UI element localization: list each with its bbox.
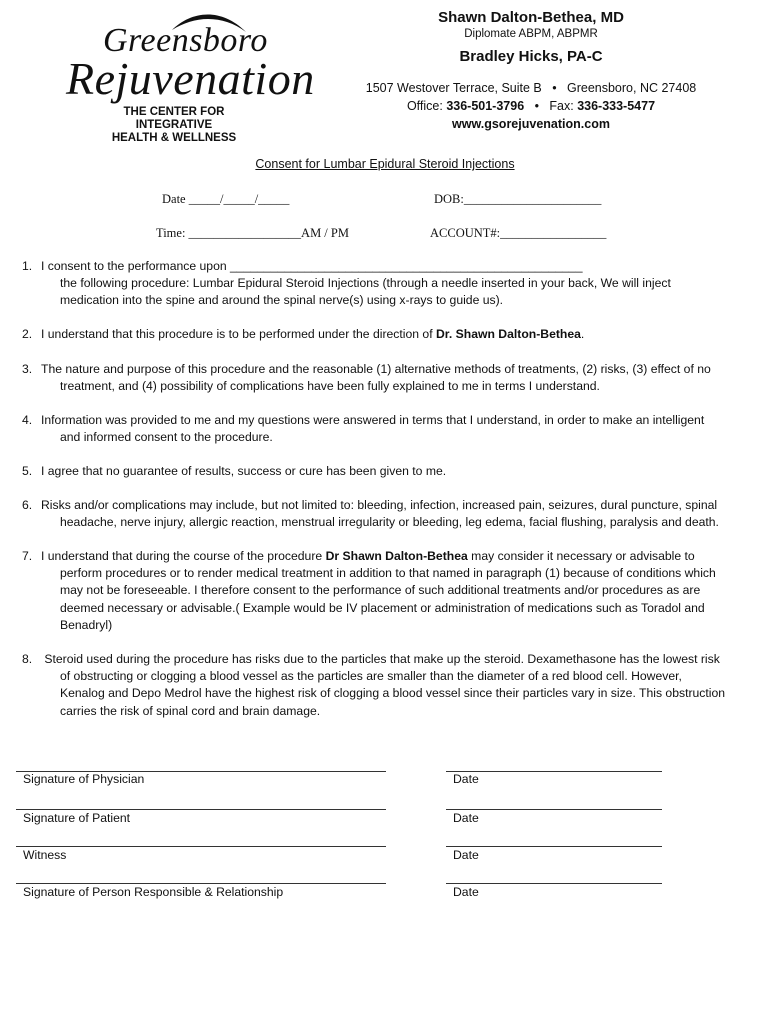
item-line: [22, 548, 752, 565]
patient-date-label: Date: [453, 811, 479, 825]
fax-label: Fax:: [549, 99, 578, 113]
item-line: I agree that no guarantee of results, success or cure has been given to me.: [41, 464, 447, 478]
item-line: Kenalog and Depo Medrol have the highest risk of clogging a blood vessel since their particles vary in size. This obstruction: [60, 686, 726, 701]
witness-date-line[interactable]: [446, 846, 662, 847]
consent-item-7: [22, 548, 752, 634]
item-number: 5.: [22, 464, 33, 478]
witness-date-label: Date: [453, 848, 479, 862]
item-line: of obstructing or clogging a blood vessel as the particles are smaller than the diameter of a red blood cell. However,: [60, 669, 682, 684]
office-label: Office:: [406, 99, 447, 113]
item-number: 1.: [22, 259, 33, 273]
item-line: treatment, and (4) possibility of complications have been fully explained to me in terms I understand.: [60, 379, 600, 394]
pa-name: Bradley Hicks, PA-C: [459, 48, 603, 65]
consent-item-1: [22, 258, 752, 310]
item-number: 2.: [22, 327, 33, 341]
clinic-address: 1507 Westover Terrace, Suite B • Greensboro, NC 27408: [365, 81, 697, 95]
item-line: the following procedure: Lumbar Epidural Steroid Injections (through a needle inserted in your back, We will inject: [60, 276, 671, 291]
office-phone: 336-501-3796: [446, 99, 525, 113]
consent-item-3: [22, 361, 752, 395]
item-text: .: [580, 327, 585, 341]
consent-item-4: [22, 412, 752, 446]
item-number: 6.: [22, 498, 33, 512]
witness-signature-line[interactable]: [16, 846, 386, 847]
item-line: The nature and purpose of this procedure and the reasonable (1) alternative methods of treatments, (2) risks, (3) effect of no: [41, 362, 711, 376]
physician-name-inline: Dr Shawn Dalton-Bethea: [325, 549, 468, 563]
responsible-signature-line[interactable]: [16, 883, 386, 884]
logo-tagline-line1: THE CENTER FOR INTEGRATIVE: [123, 106, 225, 131]
physician-date-label: Date: [453, 772, 479, 786]
patient-date-line[interactable]: [446, 809, 662, 810]
responsible-date-line[interactable]: [446, 883, 662, 884]
item-line: and informed consent to the procedure.: [60, 430, 273, 445]
item-line: Steroid used during the procedure has risks due to the particles that make up the steroid. Dexamethasone has the lowest risk: [41, 652, 720, 666]
item-number: 3.: [22, 362, 33, 376]
consent-item-5: [22, 463, 752, 480]
item-text: may consider it necessary or advisable to: [467, 549, 695, 563]
account-field[interactable]: ACCOUNT#:_________________: [430, 226, 607, 240]
logo-rejuvenation: Rejuvenation: [66, 53, 315, 104]
phone-separator: •: [524, 99, 550, 113]
time-field[interactable]: Time: __________________AM / PM: [156, 226, 349, 240]
item-line: headache, nerve injury, allergic reaction, menstrual irregularity or bleeding, leg edema, facial flushing, paralysis and death.: [60, 515, 719, 530]
item-number: 8.: [22, 652, 33, 666]
item-line: Benadryl): [60, 617, 113, 632]
consent-item-2: [22, 326, 752, 343]
date-field[interactable]: Date _____/_____/_____: [162, 192, 290, 206]
item-line: may not be foreseeable. I therefore consent to the performance of such additional treatments and/or procedures as are: [60, 583, 701, 598]
physician-signature-label: Signature of Physician: [23, 772, 145, 786]
item-line: perform procedures or to render medical treatment in addition to that named in paragraph (1) because of conditions which: [60, 566, 716, 581]
consent-item-6: [22, 497, 752, 531]
physician-name: Shawn Dalton-Bethea, MD: [438, 9, 624, 26]
item-line: carries the risk of spinal cord and brain damage.: [60, 703, 321, 718]
clinic-phones: [355, 99, 707, 113]
item-text: I understand that during the course of the procedure: [41, 549, 326, 563]
form-title: Consent for Lumbar Epidural Steroid Injections: [255, 157, 515, 171]
responsible-signature-label: Signature of Person Responsible & Relationship: [23, 885, 284, 899]
logo-tagline-line2: HEALTH & WELLNESS: [111, 132, 237, 144]
item-line: deemed necessary or advisable.( Example would be IV placement or administration of medications such as Toradol and: [60, 600, 705, 615]
clinic-website: www.gsorejuvenation.com: [452, 117, 610, 131]
item-number: 7.: [22, 549, 33, 563]
logo-tagline: [86, 106, 262, 145]
patient-signature-label: Signature of Patient: [23, 811, 131, 825]
item-line: Information was provided to me and my questions were answered in terms that I understand, in order to make an intelligent: [41, 413, 705, 427]
fax-phone: 336-333-5477: [577, 99, 656, 113]
item-number: 4.: [22, 413, 33, 427]
item-line: Risks and/or complications may include, but not limited to: bleeding, infection, increased pain, seizures, dural puncture, spinal: [41, 498, 718, 512]
physician-name-inline: Dr. Shawn Dalton-Bethea: [435, 327, 581, 341]
patient-signature-line[interactable]: [16, 809, 386, 810]
logo-greensboro: Greensboro: [103, 22, 268, 59]
item-line: medication into the spine and around the spinal nerve(s) using x-rays to guide us).: [60, 293, 504, 308]
item-text: I understand that this procedure is to be performed under the direction of: [41, 327, 436, 341]
responsible-date-label: Date: [453, 885, 479, 899]
consent-item-8: [22, 651, 752, 720]
physician-diplomate: Diplomate ABPM, ABPMR: [464, 28, 598, 40]
witness-signature-label: Witness: [23, 848, 67, 862]
dob-field[interactable]: DOB:______________________: [434, 192, 602, 206]
item-line: I consent to the performance upon ____________________________________________________: [41, 259, 583, 273]
item-line: [22, 326, 752, 343]
